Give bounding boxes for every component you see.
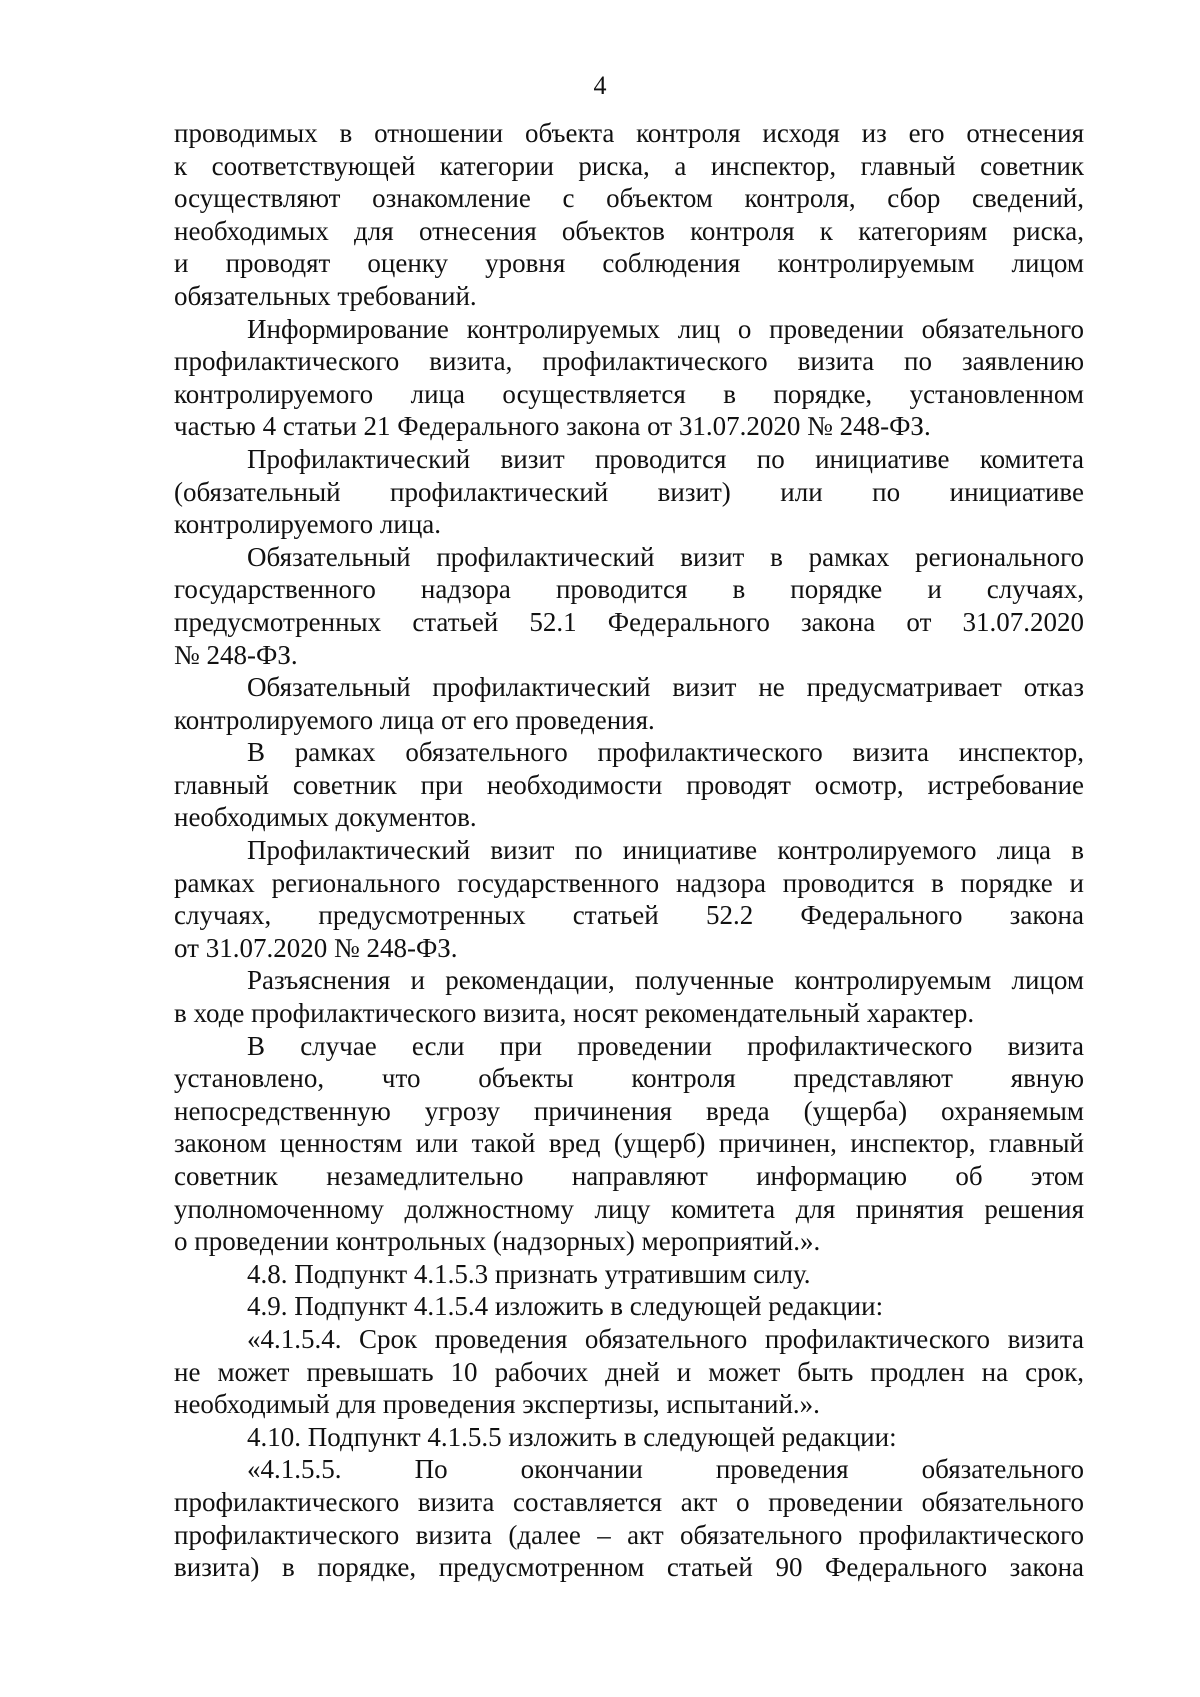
text-line: рамках регионального государственного надзора проводится в порядке и <box>174 867 1084 898</box>
text-line: и проводят оценку уровня соблюдения контролируемым лицом <box>174 248 1084 279</box>
text-line: Разъяснения и рекомендации, полученные контролируемым лицом <box>247 965 1084 996</box>
text-line: от 31.07.2020 № 248-ФЗ. <box>174 932 458 963</box>
text-line: В случае если при проведении профилактического визита <box>247 1030 1084 1061</box>
text-line: Профилактический визит по инициативе контролируемого лица в <box>247 835 1084 866</box>
text-line: необходимый для проведения экспертизы, испытаний.». <box>174 1389 820 1420</box>
text-line: обязательных требований. <box>174 280 477 311</box>
text-line: необходимых документов. <box>174 802 477 833</box>
text-line: к соответствующей категории риска, а инспектор, главный советник <box>174 150 1084 181</box>
text-line: необходимых для отнесения объектов контроля к категориям риска, <box>174 215 1084 246</box>
text-line: проводимых в отношении объекта контроля исходя из его отнесения <box>174 118 1084 148</box>
text-line: предусмотренных статьей 52.1 Федерального закона от 31.07.2020 <box>174 606 1084 637</box>
text-line: 4.8. Подпункт 4.1.5.3 признать утратившим силу. <box>247 1258 811 1289</box>
text-line: Профилактический визит проводится по инициативе комитета <box>247 443 1084 474</box>
text-line: установлено, что объекты контроля представляют явную <box>174 1063 1084 1094</box>
text-line: В рамках обязательного профилактического визита инспектор, <box>247 737 1084 768</box>
text-line: Обязательный профилактический визит не предусматривает отказ <box>247 672 1084 703</box>
text-line: советник незамедлительно направляют информацию об этом <box>174 1161 1084 1191</box>
text-line: профилактического визита (далее – акт обязательного профилактического <box>174 1519 1084 1550</box>
text-line: Информирование контролируемых лиц о проведении обязательного <box>247 313 1084 344</box>
text-line: контролируемого лица осуществляется в порядке, установленном <box>174 378 1084 409</box>
text-line: «4.1.5.5. По окончании проведения обязательного <box>247 1454 1084 1485</box>
text-line: непосредственную угрозу причинения вреда (ущерба) охраняемым <box>174 1095 1084 1126</box>
text-line: частью 4 статьи 21 Федерального закона от 31.07.2020 № 248-ФЗ. <box>174 411 931 442</box>
text-line: профилактического визита составляется акт о проведении обязательного <box>174 1486 1084 1517</box>
text-line: профилактического визита, профилактического визита по заявлению <box>174 346 1084 377</box>
text-line: 4.9. Подпункт 4.1.5.4 изложить в следующей редакции: <box>247 1291 884 1322</box>
text-line: не может превышать 10 рабочих дней и может быть продлен на срок, <box>174 1356 1084 1387</box>
text-line: в ходе профилактического визита, носят рекомендательный характер. <box>174 998 975 1029</box>
page-number: 4 <box>593 71 607 100</box>
text-line: о проведении контрольных (надзорных) мероприятий.». <box>174 1226 821 1257</box>
text-line: государственного надзора проводится в порядке и случаях, <box>174 574 1084 605</box>
text-line: Обязательный профилактический визит в рамках регионального <box>247 541 1084 572</box>
text-line: уполномоченному должностному лицу комитета для принятия решения <box>174 1193 1084 1224</box>
text-line: главный советник при необходимости проводят осмотр, истребование <box>174 769 1084 800</box>
text-line: контролируемого лица. <box>174 509 442 540</box>
text-line: «4.1.5.4. Срок проведения обязательного профилактического визита <box>247 1323 1084 1354</box>
text-line: осуществляют ознакомление с объектом контроля, сбор сведений, <box>174 183 1084 214</box>
text-line: случаях, предусмотренных статьей 52.2 Федерального закона <box>174 900 1084 931</box>
document-body <box>174 117 1084 1584</box>
text-line: (обязательный профилактический визит) или по инициативе <box>174 476 1084 507</box>
text-line: 4.10. Подпункт 4.1.5.5 изложить в следующей редакции: <box>247 1421 897 1452</box>
text-line: визита) в порядке, предусмотренном статьей 90 Федерального закона <box>174 1552 1084 1583</box>
text-line: № 248-ФЗ. <box>174 639 298 670</box>
text-line: законом ценностям или такой вред (ущерб) причинен, инспектор, главный <box>174 1128 1084 1159</box>
text-line: контролируемого лица от его проведения. <box>174 704 655 735</box>
